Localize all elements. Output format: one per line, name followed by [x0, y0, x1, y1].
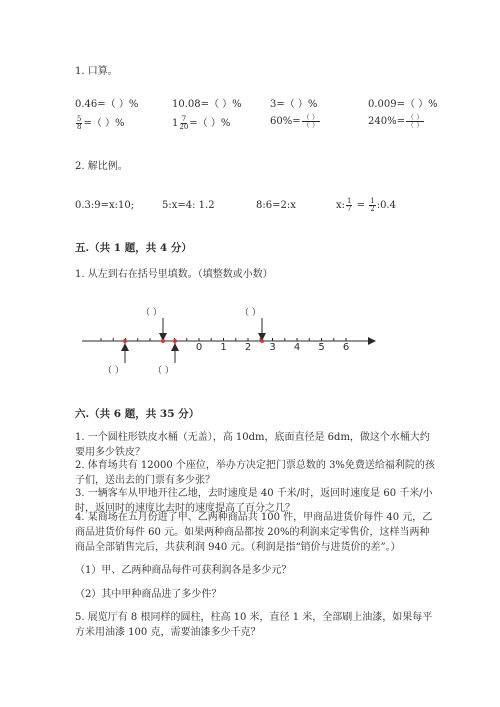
proportion-3: 8:6=2:x	[256, 200, 296, 211]
answer-blank-bottom: （ ）	[153, 366, 174, 376]
fraction	[179, 116, 188, 131]
tick-label: 4	[293, 342, 301, 353]
number-line	[0, 295, 500, 385]
proportion-2: 5:x=4: 1.2	[162, 200, 215, 211]
oral-calc-1: 0.46=（ ）%	[75, 99, 139, 110]
numerator: （ ）	[406, 113, 424, 121]
expression-text: =（ ）%	[189, 118, 231, 129]
tick-label: 0	[195, 342, 203, 353]
numerator: 1	[370, 197, 375, 205]
up-arrow-head-icon	[121, 343, 129, 351]
tick-label: 6	[342, 342, 350, 353]
expression-text: :0.4	[376, 200, 396, 211]
problem-4: 4. 某商场在五月份进了甲、乙两种商品共 100 件，甲商品进货价每件 40 元，乙商品进货价每件 60 元。如果两种商品都按 20%的利润来定零售价，这样当两种商品全部销售完后，共获利润 940 元。（利润是指“销价与进货价的差”。）	[75, 512, 433, 553]
up-arrow-head-icon	[171, 343, 179, 351]
problem-4-part-1: （1）甲、乙两种商品每件可获利润各是多少元？	[75, 565, 292, 576]
problem-5: 5. 展览厅有 8 根同样的圆柱，柱高 10 米，直径 1 米，全部刷上油漆，如果每平方米用油漆 100 克，需要油漆多少千克？	[75, 612, 433, 638]
fraction	[406, 114, 424, 129]
proportion-1: 0.3:9=x:10;	[75, 200, 135, 211]
answer-blank-bottom: （ ）	[103, 366, 124, 376]
fraction	[76, 116, 82, 131]
marked-point	[123, 339, 127, 343]
problem-2: 2. 体育场共有 12000 个座位，举办方决定把门票总数的 3%免费送给福利院的孩子们，送出去的门票有多少张？	[75, 460, 435, 486]
oral-calc-4: 0.009=（ ）%	[368, 99, 438, 110]
marked-point	[173, 339, 177, 343]
denominator: 2	[370, 205, 375, 213]
fraction	[369, 198, 375, 213]
section-6-heading: 六.（共 6 题，共 35 分）	[75, 408, 200, 420]
numerator: 7	[181, 115, 187, 123]
oral-calc-8	[368, 114, 425, 129]
tick-marks	[101, 338, 349, 353]
denominator: 8	[77, 123, 82, 131]
problem-1: 1. 一个圆柱形铁皮水桶（无盖），高 10dm，底面直径是 6dm，做这个水桶大约要用多少铁皮？	[75, 432, 430, 458]
denominator: （ ）	[406, 121, 424, 129]
numerator: 5	[77, 115, 82, 123]
number-line-arrow-icon	[368, 337, 376, 345]
denominator: 20	[179, 123, 189, 131]
denominator: （ ）	[302, 121, 319, 129]
denominator: 7	[347, 205, 352, 213]
proportion-4	[336, 198, 396, 213]
tick-label: 2	[244, 342, 252, 353]
fraction	[346, 198, 352, 213]
expression-text: 60%=	[270, 116, 301, 127]
oral-calc-7	[270, 114, 321, 129]
oral-calc-2: 10.08=（ ）%	[172, 99, 242, 110]
oral-calc-5	[75, 114, 125, 131]
expression-text: =（ ）%	[83, 118, 125, 129]
expression-text: 240%=	[368, 116, 405, 127]
oral-calc-6	[172, 114, 230, 131]
tick-label: 5	[318, 342, 325, 353]
answer-blank-top: （ ）	[141, 308, 162, 318]
tick-label: 3	[269, 342, 276, 353]
problem-3: 3. 一辆客车从甲地开往乙地，去时速度是 40 千米/时，返回时速度是 60 千米/小时，返回时的速度比去时的速度提高了百分之几？	[75, 488, 433, 514]
tick-label: 1	[220, 342, 227, 353]
fraction	[302, 114, 320, 129]
expression-text: x:	[336, 200, 346, 211]
numerator: （ ）	[302, 113, 319, 121]
marked-point	[260, 339, 264, 343]
section-5-heading: 五.（共 1 题，共 4 分）	[75, 242, 192, 254]
question-1-title: 1. 口算。	[75, 66, 118, 77]
question-2-title: 2. 解比例。	[75, 161, 128, 172]
oral-calc-3: 3=（ ）%	[270, 99, 318, 110]
problem-4-part-2: （2）其中甲种商品进了多少件？	[75, 589, 222, 600]
marked-point	[161, 339, 165, 343]
answer-blank-top: （ ）	[240, 308, 261, 318]
numerator: 1	[347, 197, 352, 205]
whole-number: 1	[172, 118, 179, 129]
equals-sign: =	[353, 200, 369, 211]
section-5-question-1: 1. 从左到右在括号里填数。（填整数或小数）	[75, 269, 273, 280]
